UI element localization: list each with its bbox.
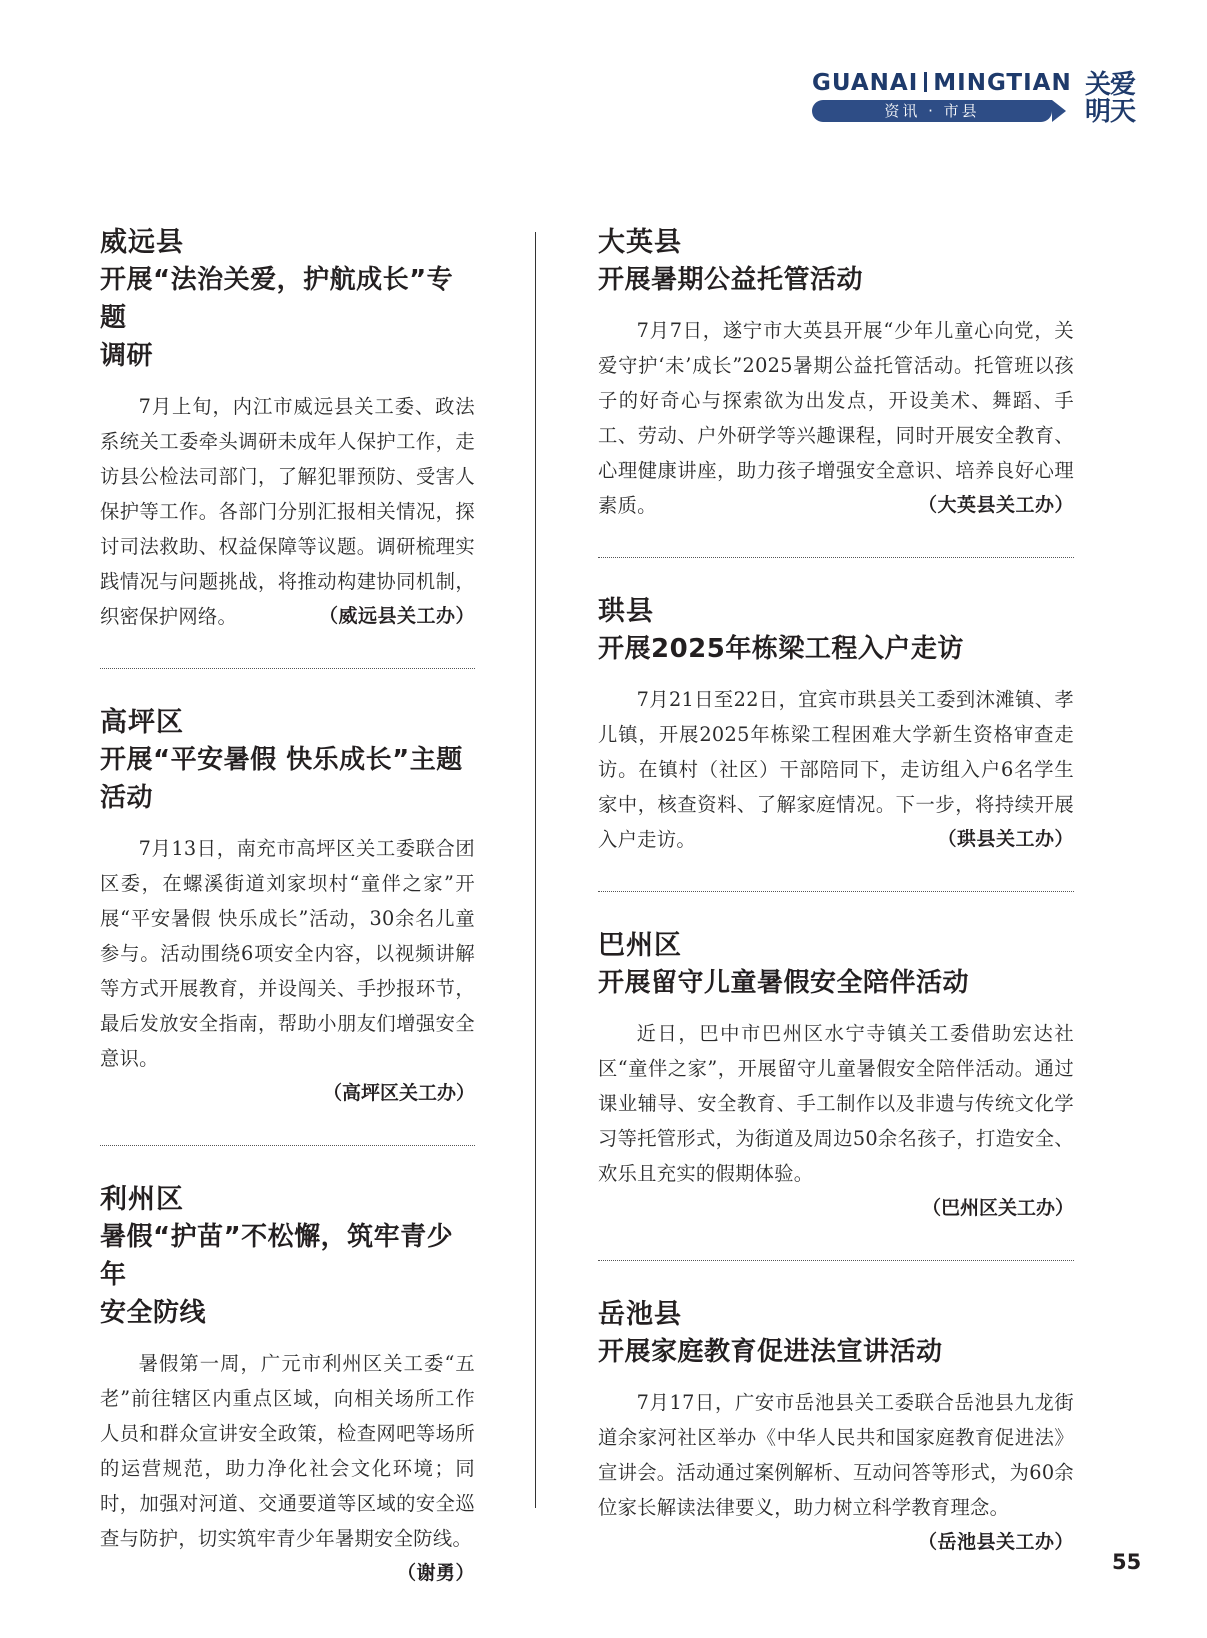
- article-county: 高坪区: [100, 707, 184, 738]
- article-source: （谢勇）: [396, 1562, 475, 1584]
- article-divider: [100, 1145, 475, 1146]
- article-source: （高坪区关工办）: [322, 1082, 475, 1104]
- article-weiyuan: [100, 225, 475, 634]
- article-county: 珙县: [598, 596, 654, 627]
- article-title-line: 开展“平安暑假 快乐成长”主题活动: [100, 745, 463, 813]
- article-title-line: 开展家庭教育促进法宣讲活动: [598, 1337, 943, 1367]
- article-gaoping: [100, 705, 475, 1111]
- article-source: （珙县关工办）: [937, 828, 1074, 850]
- header-en-left: GUANAI: [812, 70, 919, 96]
- article-daying: [598, 225, 1074, 523]
- column-divider: [535, 232, 536, 1508]
- article-title: [598, 630, 1074, 668]
- logo-line-2: 明天: [1085, 97, 1136, 127]
- page-number: 55: [1112, 1550, 1142, 1574]
- section-label: 资讯 · 市县: [884, 102, 980, 120]
- article-title: [100, 741, 475, 817]
- article-title: [598, 1333, 1074, 1371]
- article-title-line: 开展暑期公益托管活动: [598, 265, 864, 295]
- section-banner: [812, 100, 1052, 122]
- header-separator: [924, 72, 927, 92]
- article-source: （巴州区关工办）: [921, 1197, 1074, 1219]
- article-lizhou: [100, 1182, 475, 1591]
- article-county: 利州区: [100, 1184, 184, 1215]
- header-english-title: [812, 70, 1082, 96]
- article-county: 威远县: [100, 227, 184, 258]
- article-title-line: 开展2025年栋梁工程入户走访: [598, 634, 964, 664]
- logo-line-1: 关爱: [1085, 70, 1136, 100]
- article-divider: [598, 891, 1074, 892]
- article-county: 大英县: [598, 227, 682, 258]
- article-title: [598, 261, 1074, 299]
- article-county: 岳池县: [598, 1299, 682, 1330]
- article-body: 暑假第一周，广元市利州区关工委“五老”前往辖区内重点区域，向相关场所工作人员和群众宣讲安全政策，检查网吧等场所的运营规范，助力净化社会文化环境；同时，加强对河道、交通要道等区域的安全巡查与防护，切实筑牢青少年暑期安全防线。 （谢勇）: [100, 1346, 475, 1556]
- article-county: 巴州区: [598, 930, 682, 961]
- article-body: 7月21日至22日，宜宾市珙县关工委到沐滩镇、孝儿镇，开展2025年栋梁工程困难大学新生资格审查走访。在镇村（社区）干部陪同下，走访组入户6名学生家中，核查资料、了解家庭情况。下一步，将持续开展入户走访。 （珙县关工办）: [598, 682, 1074, 857]
- magazine-logo: [1085, 72, 1145, 126]
- article-divider: [100, 668, 475, 669]
- article-title-line: 安全防线: [100, 1298, 207, 1328]
- article-body: 7月7日，遂宁市大英县开展“少年儿童心向党，关爱守护‘未’成长”2025暑期公益托管活动。托管班以孩子的好奇心与探索欲为出发点，开设美术、舞蹈、手工、劳动、户外研学等兴趣课程，同时开展安全教育、心理健康讲座，助力孩子增强安全意识、培养良好心理素质。 （大英县关工办）: [598, 313, 1074, 523]
- article-source: （大英县关工办）: [917, 494, 1074, 516]
- article-divider: [598, 557, 1074, 558]
- article-title-line: 暑假“护苗”不松懈，筑牢青少年: [100, 1222, 454, 1290]
- article-title: [100, 261, 475, 375]
- left-column: [100, 225, 475, 1591]
- article-title-line: 调研: [100, 341, 154, 371]
- article-body: 近日，巴中市巴州区水宁寺镇关工委借助宏达社区“童伴之家”，开展留守儿童暑假安全陪伴活动。通过课业辅导、安全教育、手工制作以及非遗与传统文化学习等托管形式，为街道及周边50余名孩子，打造安全、欢乐且充实的假期体验。: [598, 1022, 1074, 1185]
- article-gongxian: [598, 594, 1074, 857]
- article-source: （威远县关工办）: [318, 605, 475, 627]
- article-source: （岳池县关工办）: [917, 1531, 1074, 1553]
- article-title: [100, 1218, 475, 1332]
- article-bazhou: [598, 928, 1074, 1226]
- article-title-line: 开展“法治关爱，护航成长”专题: [100, 265, 454, 333]
- header-en-right: MINGTIAN: [933, 70, 1072, 96]
- article-body: 7月上旬，内江市威远县关工委、政法系统关工委牵头调研未成年人保护工作，走访县公检法司部门，了解犯罪预防、受害人保护等工作。各部门分别汇报相关情况，探讨司法救助、权益保障等议题。调研梳理实践情况与问题挑战，将推动构建协同机制，织密保护网络。 （威远县关工办）: [100, 389, 475, 634]
- article-title-line: 开展留守儿童暑假安全陪伴活动: [598, 968, 970, 998]
- article-body: 7月13日，南充市高坪区关工委联合团区委，在螺溪街道刘家坝村“童伴之家”开展“平安暑假 快乐成长”活动，30余名儿童参与。活动围绕6项安全内容，以视频讲解等方式开展教育，并设闯关、手抄报环节，最后发放安全指南，帮助小朋友们增强安全意识。: [100, 837, 475, 1070]
- article-body: 7月17日，广安市岳池县关工委联合岳池县九龙街道余家河社区举办《中华人民共和国家庭教育促进法》宣讲会。活动通过案例解析、互动问答等形式，为60余位家长解读法律要义，助力树立科学教育理念。 （岳池县关工办）: [598, 1385, 1074, 1525]
- article-divider: [598, 1260, 1074, 1261]
- right-column: [598, 225, 1074, 1560]
- article-yuechi: [598, 1297, 1074, 1560]
- article-title: [598, 964, 1074, 1002]
